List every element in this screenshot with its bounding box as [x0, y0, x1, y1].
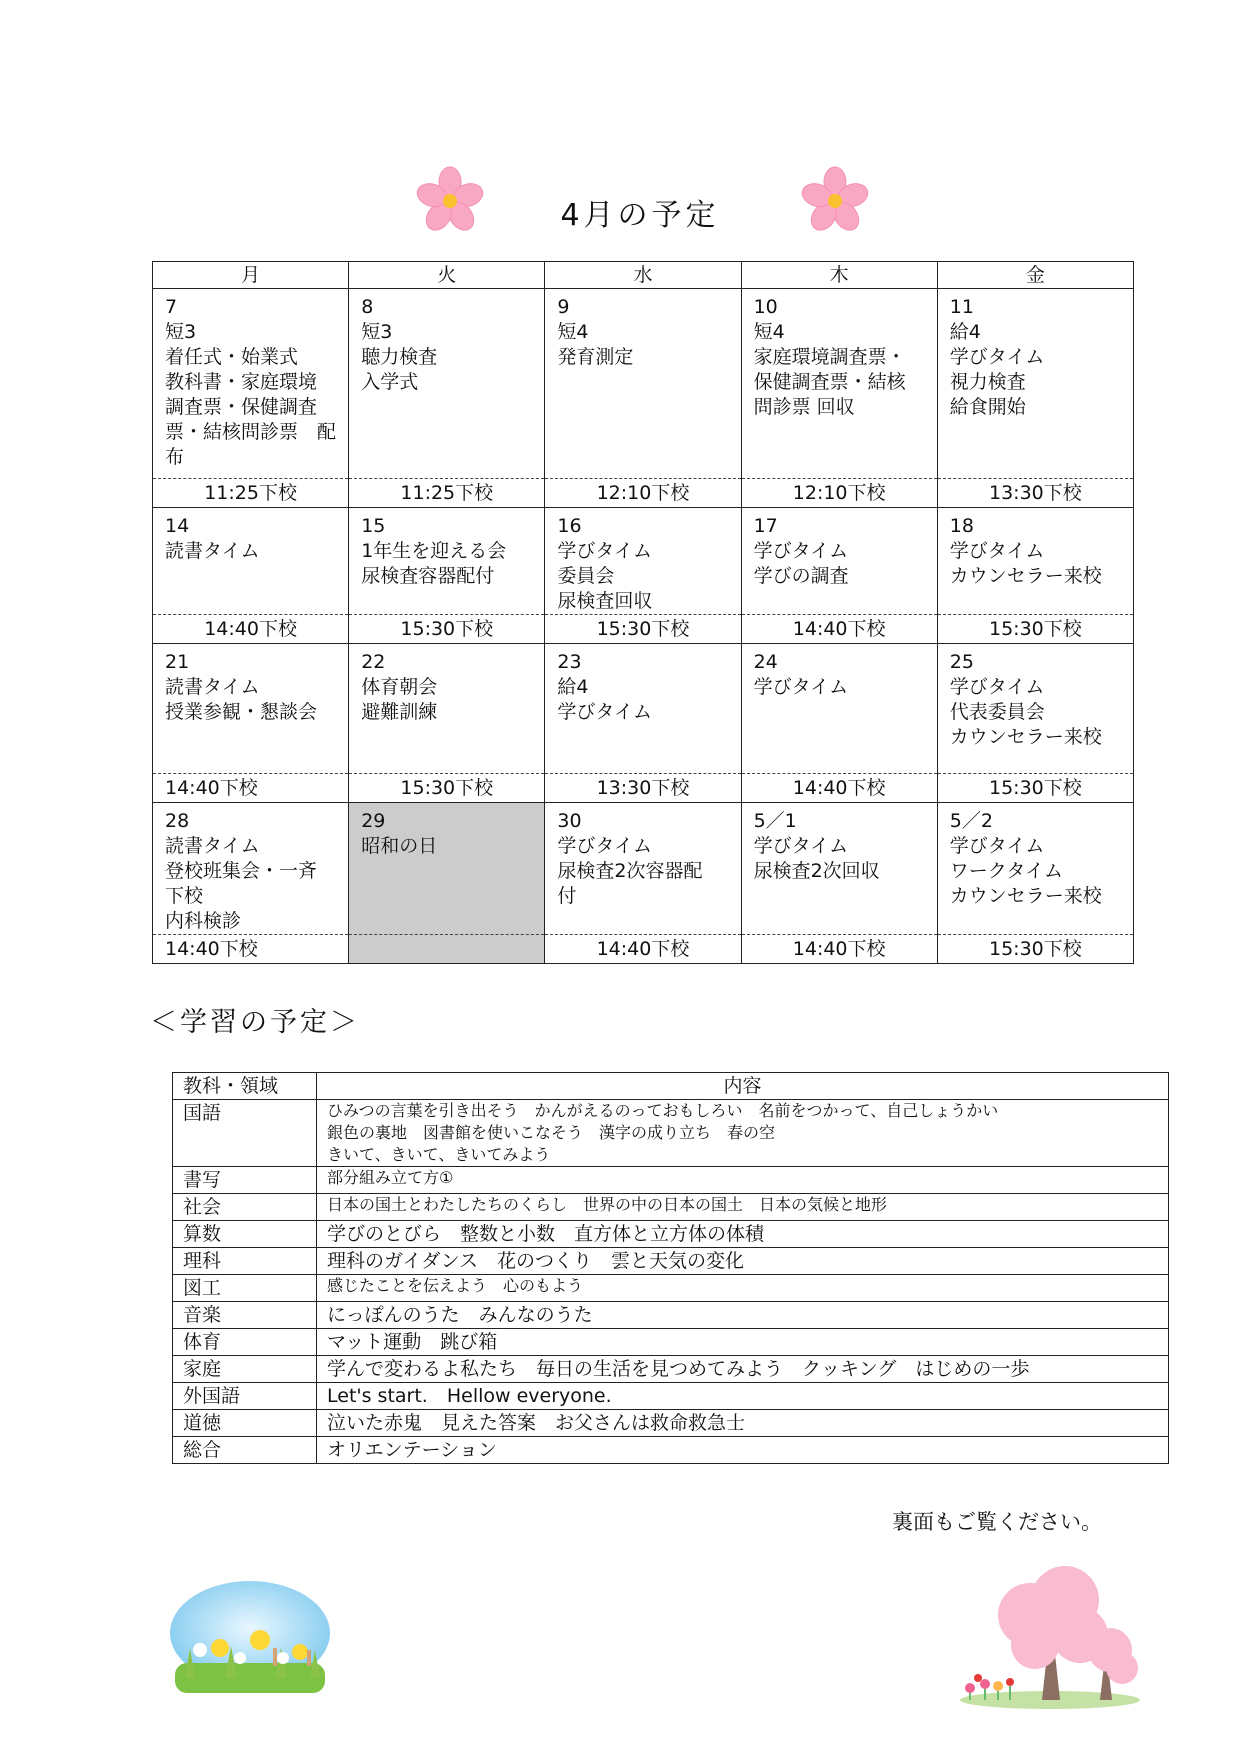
day-event: 尿検査2次回収: [753, 860, 880, 882]
day-event: 昭和の日: [361, 835, 438, 857]
subject-cell: 道徳: [173, 1410, 317, 1437]
day-event: 学びタイム: [557, 540, 652, 562]
dismissal-time: 13:30下校: [937, 479, 1133, 508]
content-cell: [317, 1383, 1169, 1410]
day-number: 5／1: [753, 810, 797, 832]
week-row: [153, 289, 1134, 479]
day-cell: [741, 289, 937, 479]
subject-cell: 家庭: [173, 1356, 317, 1383]
day-event: 学びタイム: [557, 701, 652, 723]
day-event: 尿検査回収: [557, 590, 653, 612]
weekday-header: 月: [153, 262, 349, 289]
content-line: オリエンテーション: [327, 1439, 497, 1461]
day-event: 尿検査2次容器配: [557, 860, 703, 882]
subject-cell: 社会: [173, 1194, 317, 1221]
study-row: [173, 1275, 1169, 1302]
content-cell: [317, 1100, 1169, 1167]
day-event: 給4: [557, 676, 589, 698]
weekday-header: 水: [545, 262, 741, 289]
day-event: 学びタイム: [949, 346, 1045, 368]
day-number: 29: [361, 810, 386, 832]
day-event: 学びタイム: [753, 676, 849, 698]
day-event: 学びタイム: [949, 540, 1045, 562]
subject-cell: 音楽: [173, 1302, 317, 1329]
day-number: 23: [557, 651, 582, 673]
day-number: 15: [361, 515, 386, 537]
content-line: きいて、きいて、きいてみよう: [327, 1145, 551, 1164]
content-line: 日本の国土とわたしたちのくらし 世界の中の日本の国土 日本の気候と地形: [327, 1195, 888, 1214]
dismissal-time: 11:25下校: [349, 479, 545, 508]
content-cell: [317, 1302, 1169, 1329]
dismissal-time: [349, 935, 545, 964]
day-event: 学びタイム: [949, 835, 1045, 857]
content-line: 学びのとびら 整数と小数 直方体と立方体の体積: [327, 1223, 765, 1245]
content-cell: [317, 1329, 1169, 1356]
day-number: 7: [165, 296, 178, 318]
dismissal-row: [153, 774, 1134, 803]
day-cell: [349, 508, 545, 615]
day-number: 5／2: [949, 810, 993, 832]
subject-cell: 外国語: [173, 1383, 317, 1410]
content-line: Let's start. Hellow everyone.: [327, 1385, 612, 1407]
weekday-header-row: [153, 262, 1134, 289]
dismissal-time: 14:40下校: [741, 615, 937, 644]
day-number: 9: [557, 296, 570, 318]
weekday-header: 金: [937, 262, 1133, 289]
day-cell: [545, 289, 741, 479]
content-cell: [317, 1194, 1169, 1221]
content-cell: [317, 1410, 1169, 1437]
cherry-blossom-icon: [800, 166, 870, 236]
content-cell: [317, 1221, 1169, 1248]
subject-header: 教科・領域: [173, 1073, 317, 1100]
day-cell: [741, 508, 937, 615]
day-cell: [545, 644, 741, 774]
study-section-title: ＜学習の予定＞: [150, 1007, 360, 1038]
content-line: ひみつの言葉を引き出そう かんがえるのっておもしろい 名前をつかって、自己しょうかい: [327, 1101, 999, 1120]
day-event: 票・結核問診票 配: [165, 421, 337, 443]
day-event: 1年生を迎える会: [361, 540, 507, 562]
day-cell: [741, 803, 937, 935]
study-row: [173, 1383, 1169, 1410]
dismissal-row: [153, 935, 1134, 964]
day-event: 調査票・保健調査: [165, 396, 318, 418]
day-cell: [153, 644, 349, 774]
monthly-schedule-table: [152, 261, 1134, 964]
day-event: 問診票 回収: [753, 396, 855, 418]
dismissal-time: 14:40下校: [153, 774, 349, 803]
day-event: 入学式: [361, 371, 419, 393]
content-line: 泣いた赤鬼 見えた答案 お父さんは救命救急士: [327, 1412, 746, 1434]
content-line: 学んで変わるよ私たち 毎日の生活を見つめてみよう クッキング はじめの一歩: [327, 1358, 1030, 1380]
dismissal-time: 11:25下校: [153, 479, 349, 508]
day-event: 給食開始: [949, 396, 1026, 418]
day-number: 10: [753, 296, 778, 318]
day-number: 28: [165, 810, 190, 832]
subject-cell: 算数: [173, 1221, 317, 1248]
day-number: 8: [361, 296, 374, 318]
dismissal-time: 15:30下校: [937, 615, 1133, 644]
subject-cell: 理科: [173, 1248, 317, 1275]
day-event: 短4: [753, 321, 785, 343]
content-line: にっぽんのうた みんなのうた: [327, 1304, 593, 1326]
study-row: [173, 1248, 1169, 1275]
content-line: マット運動 跳び箱: [327, 1331, 498, 1353]
day-event: 下校: [165, 885, 204, 907]
day-event: 読書タイム: [165, 835, 260, 857]
study-header-row: [173, 1073, 1169, 1100]
content-line: 部分組み立て方①: [327, 1168, 454, 1187]
study-row: [173, 1356, 1169, 1383]
day-cell: [153, 803, 349, 935]
day-event: 家庭環境調査票・: [753, 346, 906, 368]
day-cell: [937, 508, 1133, 615]
dismissal-time: 13:30下校: [545, 774, 741, 803]
dismissal-time: 15:30下校: [937, 774, 1133, 803]
day-event: 学びタイム: [949, 676, 1045, 698]
day-cell: [937, 289, 1133, 479]
day-number: 25: [949, 651, 974, 673]
day-event: 学びタイム: [753, 540, 849, 562]
week-row: [153, 644, 1134, 774]
day-event: 代表委員会: [949, 701, 1045, 723]
content-cell: [317, 1437, 1169, 1464]
study-row: [173, 1302, 1169, 1329]
day-number: 22: [361, 651, 386, 673]
day-event: 読書タイム: [165, 540, 260, 562]
weekday-header: 火: [349, 262, 545, 289]
dismissal-time: 12:10下校: [741, 479, 937, 508]
study-row: [173, 1100, 1169, 1167]
content-line: 銀色の裏地 図書館を使いこなそう 漢字の成り立ち 春の空: [327, 1123, 776, 1142]
day-event: 布: [165, 446, 185, 468]
day-event: カウンセラー来校: [949, 885, 1102, 907]
dismissal-time: 12:10下校: [545, 479, 741, 508]
cherry-tree-illustration: [950, 1560, 1145, 1710]
day-number: 21: [165, 651, 190, 673]
day-event: 授業参観・懇談会: [165, 701, 318, 723]
dismissal-time: 15:30下校: [349, 615, 545, 644]
study-row: [173, 1167, 1169, 1194]
study-row: [173, 1410, 1169, 1437]
day-event: 内科検診: [165, 910, 242, 932]
dismissal-time: 15:30下校: [349, 774, 545, 803]
day-cell: [349, 644, 545, 774]
see-reverse-note: 裏面もご覧ください。: [892, 1510, 1102, 1534]
day-cell: [741, 644, 937, 774]
study-plan-table: [172, 1072, 1169, 1464]
content-header: 内容: [317, 1073, 1169, 1100]
content-cell: [317, 1248, 1169, 1275]
subject-cell: 総合: [173, 1437, 317, 1464]
dismissal-time: 14:40下校: [153, 615, 349, 644]
day-cell: [349, 289, 545, 479]
page-title: 4月の予定: [560, 198, 720, 233]
day-event: 着任式・始業式: [165, 346, 299, 368]
subject-cell: 書写: [173, 1167, 317, 1194]
study-row: [173, 1329, 1169, 1356]
day-event: 視力検査: [949, 371, 1026, 393]
day-event: 学びタイム: [557, 835, 652, 857]
day-cell: [937, 644, 1133, 774]
week-row: [153, 508, 1134, 615]
day-number: 17: [753, 515, 778, 537]
day-event: 聴力検査: [361, 346, 438, 368]
dismissal-time: 14:40下校: [153, 935, 349, 964]
dismissal-time: 14:40下校: [545, 935, 741, 964]
day-event: 教科書・家庭環境: [165, 371, 318, 393]
study-row: [173, 1221, 1169, 1248]
day-event: ワークタイム: [949, 860, 1063, 882]
day-number: 16: [557, 515, 582, 537]
day-number: 30: [557, 810, 582, 832]
dismissal-row: [153, 615, 1134, 644]
subject-cell: 図工: [173, 1275, 317, 1302]
day-event: 短4: [557, 321, 589, 343]
day-event: 発育測定: [557, 346, 634, 368]
day-number: 18: [949, 515, 974, 537]
day-event: 短3: [361, 321, 393, 343]
content-cell: [317, 1356, 1169, 1383]
cherry-blossom-icon: [415, 166, 485, 236]
day-event: 給4: [949, 321, 981, 343]
day-cell: [937, 803, 1133, 935]
content-line: 理科のガイダンス 花のつくり 雲と天気の変化: [327, 1250, 745, 1272]
dismissal-time: 14:40下校: [741, 774, 937, 803]
subject-cell: 国語: [173, 1100, 317, 1167]
dismissal-time: 15:30下校: [937, 935, 1133, 964]
day-event: 読書タイム: [165, 676, 260, 698]
day-event: 学びタイム: [753, 835, 849, 857]
day-event: 付: [557, 885, 577, 907]
title-row: [0, 160, 1242, 240]
day-cell: [153, 289, 349, 479]
dismissal-time: 14:40下校: [741, 935, 937, 964]
day-cell: [153, 508, 349, 615]
holiday-cell: [349, 803, 545, 935]
day-number: 11: [949, 296, 974, 318]
content-cell: [317, 1275, 1169, 1302]
day-cell: [545, 803, 741, 935]
day-event: 保健調査票・結核: [753, 371, 906, 393]
subject-cell: 体育: [173, 1329, 317, 1356]
flower-field-illustration: [165, 1578, 335, 1698]
day-event: 委員会: [557, 565, 615, 587]
dismissal-row: [153, 479, 1134, 508]
dismissal-time: 15:30下校: [545, 615, 741, 644]
study-row: [173, 1437, 1169, 1464]
weekday-header: 木: [741, 262, 937, 289]
day-number: 24: [753, 651, 778, 673]
day-event: 避難訓練: [361, 701, 438, 723]
day-cell: [545, 508, 741, 615]
day-event: 体育朝会: [361, 676, 438, 698]
week-row: [153, 803, 1134, 935]
content-cell: [317, 1167, 1169, 1194]
day-number: 14: [165, 515, 190, 537]
day-event: 登校班集会・一斉: [165, 860, 318, 882]
study-row: [173, 1194, 1169, 1221]
day-event: カウンセラー来校: [949, 726, 1102, 748]
day-event: カウンセラー来校: [949, 565, 1102, 587]
day-event: 学びの調査: [753, 565, 849, 587]
content-line: 感じたことを伝えよう 心のもよう: [327, 1276, 584, 1295]
day-event: 短3: [165, 321, 197, 343]
day-event: 尿検査容器配付: [361, 565, 495, 587]
